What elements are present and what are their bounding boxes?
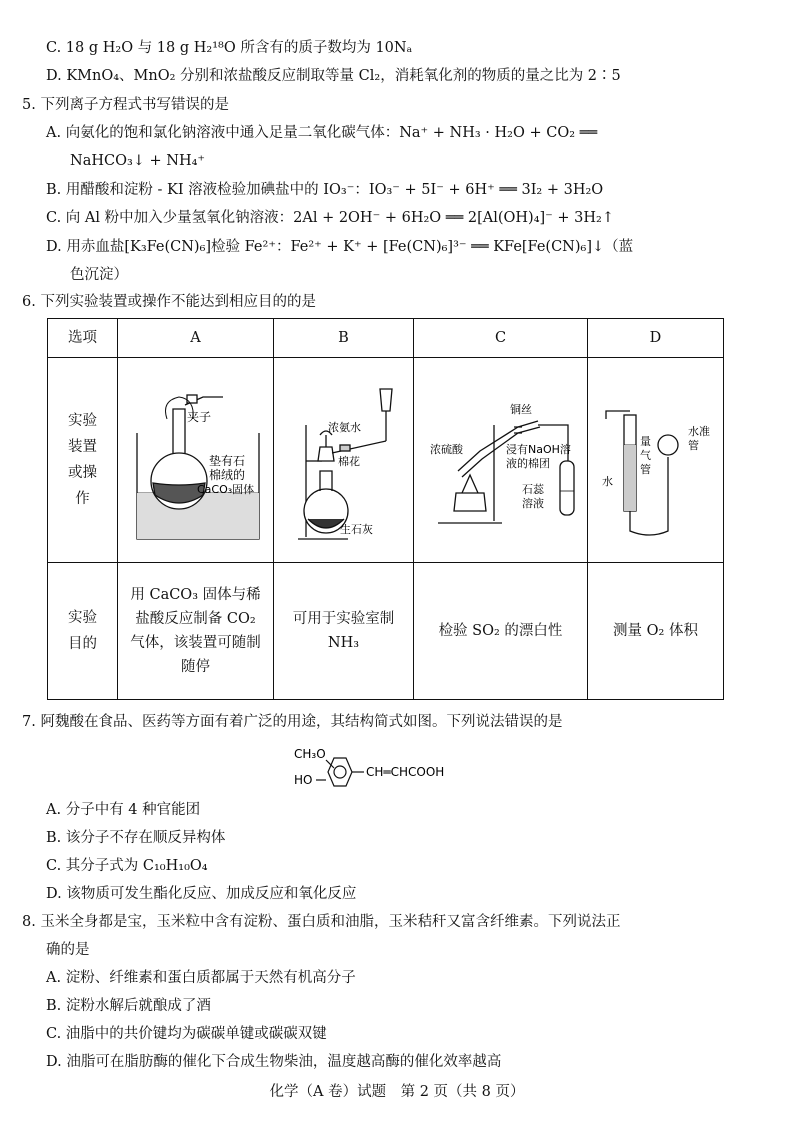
label-leveling-1: 水准 — [688, 425, 710, 438]
header-d: D — [588, 319, 724, 358]
purpose-line: 测量 O₂ 体积 — [613, 623, 698, 639]
purpose-row — [48, 563, 724, 700]
label-conc-ammonia: 浓氨水 — [328, 421, 361, 434]
q5-stem: 5. 下列离子方程式书写错误的是 — [22, 97, 229, 113]
label-water: 水 — [602, 475, 613, 488]
apparatus-a — [118, 358, 274, 563]
label-asbestos-1: 垫有石 — [208, 454, 245, 468]
q7-option-d: D. 该物质可发生酯化反应、加成反应和氧化反应 — [46, 886, 357, 902]
q8-option-d: D. 油脂可在脂肪酶的催化下合成生物柴油，温度越高酶的催化效率越高 — [46, 1054, 502, 1070]
label-asbestos-2: 棉绒的 — [208, 468, 245, 482]
apparatus-c — [414, 358, 588, 563]
label-quicklime: 生石灰 — [340, 523, 373, 536]
purpose-a — [118, 563, 274, 700]
ferulic-acid-structure — [290, 744, 490, 798]
purpose-c — [414, 563, 588, 700]
header-c: C — [414, 319, 588, 358]
label-naoh-1: 浸有NaOH溶 — [506, 443, 571, 456]
struct-ho: HO — [294, 773, 313, 787]
q8-option-c: C. 油脂中的共价键均为碳碳单键或碳碳双键 — [46, 1026, 327, 1042]
purpose-row-label — [48, 563, 118, 700]
q7-option-a: A. 分子中有 4 种官能团 — [46, 802, 201, 818]
q7-stem: 7. 阿魏酸在食品、医药等方面有着广泛的用途，其结构简式如图。下列说法错误的是 — [22, 714, 563, 730]
q5-option-a-cont: NaHCO₃↓ + NH₄⁺ — [70, 153, 206, 169]
q7-option-c: C. 其分子式为 C₁₀H₁₀O₄ — [46, 858, 208, 874]
table-header-row — [48, 319, 724, 358]
header-option: 选项 — [48, 319, 118, 358]
apparatus-row — [48, 358, 724, 563]
so2-test-diagram — [418, 361, 584, 551]
page-footer: 化学（A 卷）试题 第 2 页（共 8 页） — [269, 1084, 525, 1100]
label-naoh-2: 液的棉团 — [506, 457, 550, 470]
label-litmus-1: 石蕊 — [522, 483, 544, 496]
purpose-b — [274, 563, 414, 700]
label-conc-h2so4: 浓硫酸 — [430, 443, 463, 456]
q8-option-b: B. 淀粉水解后就酿成了酒 — [46, 998, 211, 1014]
label-line: 实验 — [68, 610, 97, 626]
label-burette-3: 管 — [640, 463, 651, 476]
beaker-flask-diagram — [123, 361, 269, 551]
q5-option-b: B. 用醋酸和淀粉 - KI 溶液检验加碘盐中的 IO₃⁻：IO₃⁻ + 5I⁻ + 6H⁺ ══ 3I₂ + 3H₂O — [46, 182, 604, 198]
purpose-line: NH₃ — [327, 635, 360, 651]
label-cotton: 棉花 — [338, 455, 360, 468]
q8-stem-cont: 确的是 — [46, 942, 90, 958]
header-a: A — [118, 319, 274, 358]
purpose-line: 可用于实验室制 — [292, 611, 395, 627]
purpose-line: 用 CaCO₃ 固体与稀 — [130, 587, 261, 603]
q5-option-c: C. 向 Al 粉中加入少量氢氧化钠溶液：2Al + 2OH⁻ + 6H₂O ══ 2[Al(OH)₄]⁻ + 3H₂↑ — [46, 210, 615, 226]
purpose-line: 检验 SO₂ 的漂白性 — [438, 623, 563, 639]
gas-volume-diagram — [592, 361, 720, 551]
label-leveling-2: 管 — [688, 439, 699, 452]
label-line: 装置 — [68, 439, 97, 455]
q5-option-d-cont: 色沉淀） — [70, 267, 128, 283]
q7-option-b: B. 该分子不存在顺反异构体 — [46, 830, 226, 846]
label-litmus-2: 溶液 — [522, 497, 544, 510]
label-line: 实验 — [68, 413, 97, 429]
q4-option-c: C. 18 g H₂O 与 18 g H₂¹⁸O 所含有的质子数均为 10Nₐ — [46, 40, 413, 56]
label-copper-wire: 铜丝 — [510, 403, 532, 416]
label-line: 或操 — [68, 465, 97, 481]
struct-chain: CH═CHCOOH — [366, 765, 445, 779]
apparatus-b — [274, 358, 414, 563]
label-line: 目的 — [68, 636, 97, 652]
label-burette-2: 气 — [640, 449, 651, 462]
label-caco3: CaCO₃固体 — [196, 483, 254, 496]
apparatus-d — [588, 358, 724, 563]
purpose-line: 气体，该装置可随制 — [130, 635, 261, 651]
q5-option-d: D. 用赤血盐[K₃Fe(CN)₆]检验 Fe²⁺：Fe²⁺ + K⁺ + [Fe(CN)₆]³⁻ ══ KFe[Fe(CN)₆]↓（蓝 — [46, 239, 634, 255]
purpose-d — [588, 563, 724, 700]
purpose-line: 随停 — [181, 659, 210, 675]
q8-option-a: A. 淀粉、纤维素和蛋白质都属于天然有机高分子 — [46, 970, 356, 986]
label-clip: 夹子 — [186, 410, 211, 424]
label-line: 作 — [75, 491, 90, 507]
q6-stem: 6. 下列实验装置或操作不能达到相应目的的是 — [22, 294, 316, 310]
ammonia-generator-diagram — [278, 361, 410, 551]
apparatus-row-label — [48, 358, 118, 563]
purpose-line: 盐酸反应制备 CO₂ — [135, 611, 256, 627]
q5-option-a: A. 向氨化的饱和氯化钠溶液中通入足量二氧化碳气体：Na⁺ + NH₃ · H₂O + CO₂ ══ — [46, 125, 598, 141]
header-b: B — [274, 319, 414, 358]
q8-stem: 8. 玉米全身都是宝，玉米粒中含有淀粉、蛋白质和油脂，玉米秸秆又富含纤维素。下列说法正 — [22, 914, 621, 930]
q6-experiment-table — [47, 318, 724, 700]
struct-ch3o: CH₃O — [294, 747, 326, 761]
q4-option-d: D. KMnO₄、MnO₂ 分别和浓盐酸反应制取等量 Cl₂，消耗氧化剂的物质的量之比为 2∶5 — [46, 68, 621, 84]
label-burette-1: 量 — [640, 435, 651, 448]
